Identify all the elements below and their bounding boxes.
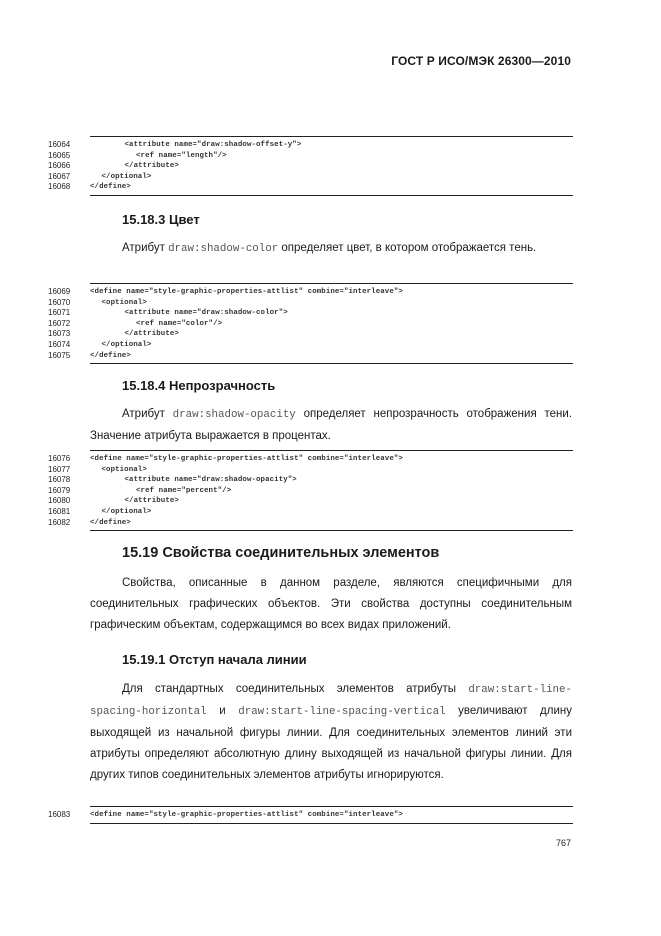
code-text: <attribute name="draw:shadow-color">: [124, 309, 288, 318]
code-text: <optional>: [101, 298, 147, 307]
line-number: 16072: [48, 318, 71, 328]
code-line: [48, 454, 573, 465]
code-line: [48, 318, 573, 330]
code-block: [48, 136, 573, 196]
code-line: [48, 171, 573, 183]
code-line: [48, 287, 573, 298]
line-number: 16071: [48, 308, 71, 318]
code-text: <define name="style-graphic-properties-attlist" combine="interleave">: [90, 288, 403, 296]
line-number: 16070: [48, 297, 71, 307]
line-number: 16081: [48, 506, 71, 516]
code-text: </define>: [90, 183, 131, 192]
code-line: [48, 329, 573, 340]
code-text: <define name="style-graphic-properties-attlist" combine="interleave">: [90, 811, 403, 819]
paragraph: [90, 238, 572, 260]
attribute-name: draw:start-line-spacing-horizontal: [90, 684, 572, 718]
code-text: <ref name="percent"/>: [136, 486, 232, 495]
line-number: 16064: [48, 140, 71, 149]
code-line: [48, 140, 573, 151]
line-number: 16078: [48, 475, 71, 485]
text: определяет непрозрачность отображения тени. Значение атрибута выражается в процентах.: [90, 408, 572, 442]
section-heading: 15.19.1 Отступ начала линии: [122, 652, 307, 667]
text: Атрибут: [122, 408, 173, 420]
code-line: [48, 506, 573, 518]
line-number: 16075: [48, 350, 71, 360]
code-line: [48, 464, 573, 476]
code-line: [48, 161, 573, 172]
code-text: </define>: [90, 518, 131, 527]
line-number: 16066: [48, 161, 71, 171]
text: Атрибут: [122, 242, 169, 254]
section-heading: 15.19 Свойства соединительных элементов: [122, 545, 440, 561]
code-line: [48, 350, 573, 362]
code-text: </attribute>: [124, 497, 179, 506]
code-line: [48, 517, 573, 529]
code-line: [48, 810, 573, 821]
text: и: [206, 705, 239, 717]
code-text: </attribute>: [124, 330, 179, 339]
line-number: 16067: [48, 171, 71, 181]
code-text: </optional>: [101, 340, 152, 349]
paragraph: [90, 404, 572, 447]
code-line: [48, 339, 573, 351]
line-number: 16083: [48, 810, 71, 819]
attribute-name: draw:shadow-color: [168, 243, 279, 255]
code-text: <ref name="color"/>: [136, 319, 223, 328]
code-line: [48, 485, 573, 497]
page-number: 767: [555, 838, 571, 848]
code-text: </optional>: [101, 507, 152, 516]
code-text: <attribute name="draw:shadow-opacity">: [124, 476, 297, 485]
section-heading: 15.18.4 Непрозрачность: [122, 378, 276, 393]
attribute-name: draw:shadow-opacity: [172, 409, 296, 421]
code-text: <attribute name="draw:shadow-offset-y">: [124, 141, 302, 149]
code-text: </attribute>: [124, 162, 179, 171]
code-line: [48, 475, 573, 486]
line-number: 16065: [48, 150, 71, 160]
text: Для стандартных соединительных элементов атрибуты: [122, 683, 469, 695]
attribute-name: draw:start-line-spacing-vertical: [238, 706, 446, 718]
line-number: 16076: [48, 454, 71, 463]
code-line: [48, 496, 573, 507]
code-line: [48, 150, 573, 162]
text: определяет цвет, в котором отображается тень.: [278, 242, 537, 254]
line-number: 16077: [48, 464, 71, 474]
line-number: 16069: [48, 287, 71, 296]
code-text: <define name="style-graphic-properties-attlist" combine="interleave">: [90, 455, 403, 463]
code-block: [48, 283, 573, 364]
line-number: 16073: [48, 329, 71, 339]
code-block: [48, 806, 573, 824]
code-line: [48, 297, 573, 309]
code-text: <optional>: [101, 465, 147, 474]
code-text: </optional>: [101, 172, 152, 181]
code-text: </define>: [90, 351, 131, 360]
page-header: ГОСТ Р ИСО/МЭК 26300—2010: [391, 54, 571, 68]
line-number: 16082: [48, 517, 71, 527]
paragraph: Свойства, описанные в данном разделе, являются специфичными для соединительных графических объектов. Эти свойства доступны соединительным графическим объектам, содержащимся во всех видах приложений.: [90, 577, 572, 631]
code-line: [48, 182, 573, 193]
line-number: 16074: [48, 339, 71, 349]
code-line: [48, 308, 573, 319]
line-number: 16068: [48, 182, 71, 192]
section-heading: 15.18.3 Цвет: [122, 212, 200, 227]
text: увеличивают длину выходящей из начальной фигуры линии. Для соединительных элементов линий эти атрибуты определяют абсолютную длину выходящей из начальной фигуры линии. Для других типов соединительных элементов атрибуты игнорируются.: [90, 705, 572, 781]
code-text: <ref name="length"/>: [136, 151, 227, 160]
paragraph: [90, 679, 572, 786]
line-number: 16080: [48, 496, 71, 506]
code-block: [48, 450, 573, 531]
line-number: 16079: [48, 485, 71, 495]
